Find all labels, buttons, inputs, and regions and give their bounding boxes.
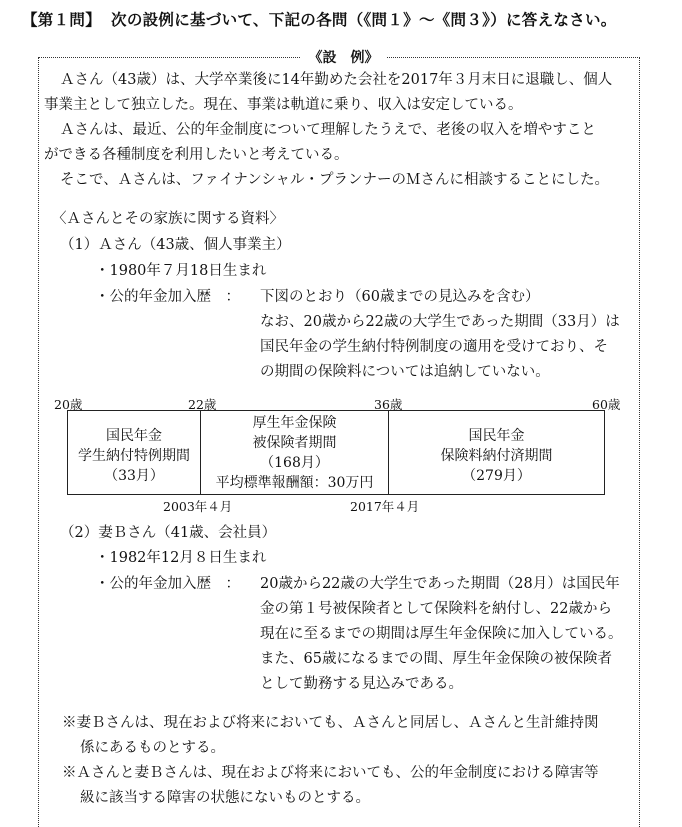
timeline-date-2003: 2003年４月 — [163, 499, 233, 514]
pension-timeline — [67, 410, 605, 495]
segment-2-line-1: 厚生年金保険 — [252, 415, 337, 431]
timeline-segment-student — [68, 411, 201, 494]
case-frame-title: 《設 例》 — [308, 50, 379, 66]
question-instruction: 次の設例に基づいて、下記の各問（《問１》～《問３》）に答えなさい。 — [111, 11, 617, 29]
person-b-pension-line-4: また、65歳になるまでの間、厚生年金保険の被保険者 — [260, 651, 612, 667]
note-1-line-2: 係にあるものとする。 — [80, 740, 225, 756]
person-a-pension-line-3: 国民年金の学生納付特例制度の適用を受けており、そ — [260, 339, 608, 355]
note-2-line-2: 級に該当する障害の状態にないものとする。 — [80, 790, 370, 806]
question-number: 【第１問】 — [22, 11, 102, 29]
timeline-age-20: 20歳 — [54, 397, 83, 412]
segment-2-line-2: 被保険者期間 — [252, 435, 337, 451]
person-b-birth: ・1982年12月８日生まれ — [95, 550, 267, 566]
person-a-pension-line-4: の期間の保険料については追納していない。 — [260, 364, 550, 380]
person-a-pension-label: ・公的年金加入歴 ： — [95, 289, 240, 305]
segment-1-line-2: 学生納付特例期間 — [78, 448, 190, 464]
intro-line-4: ができる各種制度を利用したいと考えている。 — [44, 147, 349, 163]
question-header — [22, 8, 617, 30]
segment-2-line-3: （168月） — [260, 455, 329, 471]
segment-2-line-4: 平均標準報酬額：30万円 — [215, 475, 374, 491]
person-b-pension-label: ・公的年金加入歴 ： — [95, 576, 240, 592]
intro-line-2: 事業主として独立した。現在、事業は軌道に乗り、収入は安定している。 — [44, 97, 523, 113]
person-b-pension-line-5: として勤務する見込みである。 — [260, 676, 463, 692]
person-a-pension-line-1: 下図のとおり（60歳までの見込みを含む） — [260, 289, 540, 305]
family-heading: 〈Ａさんとその家族に関する資料〉 — [52, 211, 284, 227]
intro-line-3: Ａさんは、最近、公的年金制度について理解したうえで、老後の収入を増やすこと — [60, 122, 596, 138]
person-b-heading: （2）妻Ｂさん（41歳、会社員） — [60, 525, 277, 541]
timeline-age-22: 22歳 — [188, 397, 217, 412]
segment-1-line-3: （33月） — [104, 468, 164, 484]
segment-1-line-1: 国民年金 — [106, 428, 162, 444]
person-a-birth: ・1980年７月18日生まれ — [95, 263, 267, 279]
intro-line-1: Ａさん（43歳）は、大学卒業後に14年勤めた会社を2017年３月末日に退職し、個人 — [60, 72, 613, 88]
timeline-date-2017: 2017年４月 — [350, 499, 420, 514]
person-b-pension-line-2: 金の第１号被保険者として保険料を納付し、22歳から — [260, 601, 612, 617]
timeline-age-36: 36歳 — [374, 397, 403, 412]
segment-3-line-2: 保険料納付済期間 — [440, 448, 553, 464]
person-b-pension-line-3: 現在に至るまでの期間は厚生年金保険に加入している。 — [260, 626, 623, 642]
segment-3-line-1: 国民年金 — [468, 428, 525, 444]
note-1-line-1: ※妻Ｂさんは、現在および将来においても、Ａさんと同居し、Ａさんと生計維持関 — [62, 715, 599, 731]
timeline-segment-paid — [389, 411, 604, 494]
person-a-heading: （1）Ａさん（43歳、個人事業主） — [60, 237, 291, 253]
timeline-age-60: 60歳 — [592, 397, 621, 412]
segment-3-line-3: （279月） — [462, 468, 531, 484]
case-frame-top-right — [387, 57, 640, 58]
case-frame-top-left — [38, 57, 300, 58]
note-2-line-1: ※Ａさんと妻Ｂさんは、現在および将来においても、公的年金制度における障害等 — [62, 765, 599, 781]
intro-line-5: そこで、Ａさんは、ファイナンシャル・プランナーのＭさんに相談することにした。 — [60, 172, 610, 188]
person-b-pension-line-1: 20歳から22歳の大学生であった期間（28月）は国民年 — [260, 576, 620, 592]
timeline-segment-employee — [201, 411, 389, 494]
person-a-pension-line-2: なお、20歳から22歳の大学生であった期間（33月）は — [260, 314, 620, 330]
